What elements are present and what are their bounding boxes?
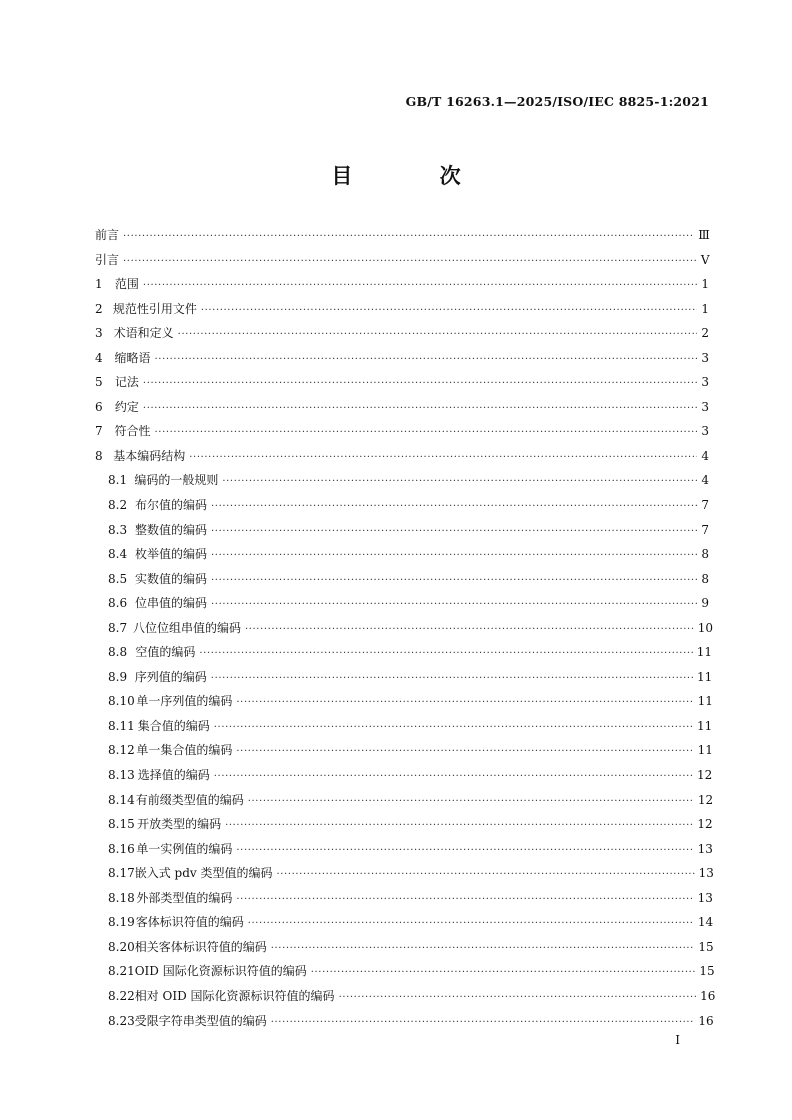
toc-entry-page: 13	[697, 841, 713, 856]
toc-entry-number: 8.20	[108, 939, 135, 954]
toc-entry-number: 8.18	[108, 890, 135, 905]
toc-entry[interactable]	[95, 815, 713, 840]
toc-entry-number: 8.1	[108, 473, 128, 488]
toc-entry-title: 前言	[95, 228, 120, 242]
toc-entry-number: 8.16	[108, 841, 135, 856]
toc-entry[interactable]	[95, 373, 709, 398]
dot-leader	[123, 256, 697, 267]
toc-entry[interactable]	[95, 545, 709, 570]
toc-entry-title: 相对 OID 国际化资源标识符值的编码	[134, 988, 335, 1003]
toc-entry-title: 符合性	[114, 424, 151, 439]
toc-entry-number: 4	[95, 350, 103, 365]
toc-entry-page: 11	[696, 669, 713, 684]
toc-entry-page: 13	[697, 890, 713, 905]
dot-leader	[211, 599, 697, 610]
dot-leader	[271, 1017, 695, 1028]
dot-leader	[199, 648, 692, 659]
toc-entry[interactable]	[95, 398, 709, 423]
toc-entry-title: 八位位组串值的编码	[132, 620, 241, 635]
toc-entry[interactable]	[95, 324, 709, 349]
toc-entry[interactable]	[95, 422, 709, 447]
dot-leader	[143, 378, 697, 389]
dot-leader	[236, 746, 693, 757]
toc-entry[interactable]	[95, 938, 714, 963]
toc-entry-page: 3	[701, 399, 709, 414]
toc-entry[interactable]	[95, 962, 715, 987]
toc-entry-page: 16	[698, 1013, 714, 1028]
dot-leader	[155, 354, 697, 365]
toc-entry[interactable]	[95, 570, 709, 595]
dot-leader	[245, 624, 694, 635]
dot-leader	[211, 575, 697, 586]
toc-entry-page: 7	[701, 522, 709, 537]
toc-entry[interactable]	[95, 594, 709, 619]
toc-entry-number: 8.14	[108, 792, 135, 807]
toc-entry-page: 8	[701, 571, 709, 586]
dot-leader	[339, 992, 697, 1003]
dot-leader	[143, 280, 697, 291]
toc-entry[interactable]	[95, 741, 713, 766]
dot-leader	[211, 526, 697, 537]
toc-entry-number: 8.2	[108, 498, 128, 513]
toc-entry-number: 8.4	[108, 547, 128, 562]
toc-entry[interactable]	[95, 840, 713, 865]
toc-entry-title: 序列值的编码	[134, 669, 207, 684]
dot-leader	[189, 452, 697, 463]
toc-entry-page: 12	[697, 817, 713, 832]
toc-entry[interactable]	[95, 300, 709, 325]
dot-leader	[211, 673, 693, 684]
toc-entry[interactable]	[95, 913, 714, 938]
toc-entry-number: 6	[95, 399, 103, 414]
dot-leader	[248, 796, 694, 807]
toc-entry-page: 11	[697, 743, 713, 758]
toc-entry-title: 布尔值的编码	[135, 498, 208, 513]
standard-code: GB/T 16263.1—2025/ISO/IEC 8825-1:2021	[405, 94, 709, 109]
page-number: Ⅰ	[675, 1033, 680, 1047]
dot-leader	[248, 918, 694, 929]
toc-entry-number: 8.6	[108, 596, 128, 611]
toc-entry-title: 缩略语	[114, 350, 151, 365]
toc-entry-page: 11	[697, 718, 713, 733]
toc-entry[interactable]	[95, 521, 709, 546]
toc-entry-page: 15	[699, 964, 715, 979]
toc-entry-title: OID 国际化资源标识符值的编码	[134, 964, 307, 979]
toc-entry[interactable]	[95, 717, 713, 742]
dot-leader	[214, 771, 693, 782]
dot-leader	[155, 427, 697, 438]
toc-entry-title: 枚举值的编码	[135, 547, 208, 562]
toc-entry-number: 5	[95, 375, 103, 390]
toc-entry-number: 8.22	[108, 988, 135, 1003]
toc-entry-title: 开放类型的编码	[137, 817, 222, 832]
dot-leader	[222, 476, 697, 487]
toc-entry-number: 8	[95, 448, 103, 463]
toc-entry[interactable]	[95, 496, 709, 521]
toc-entry[interactable]	[95, 251, 709, 276]
toc-entry-title: 单一实例值的编码	[136, 841, 233, 856]
toc-entry-title: 单一集合值的编码	[136, 743, 233, 758]
toc-entry-title: 外部类型值的编码	[136, 890, 233, 905]
toc-entry-title: 基本编码结构	[113, 448, 186, 463]
toc-entry-number: 8.8	[108, 645, 128, 660]
toc-entry-number: 2	[95, 301, 103, 316]
dot-leader	[225, 820, 693, 831]
dot-leader	[123, 231, 694, 242]
toc-entry-page: 12	[697, 792, 714, 807]
toc-entry-page: 1	[701, 277, 709, 292]
toc-entry-page: Ⅲ	[698, 228, 710, 242]
toc-entry[interactable]	[95, 766, 713, 791]
toc-entry-title: 客体标识符值的编码	[135, 915, 244, 930]
toc-entry-title: 有前缀类型值的编码	[135, 792, 244, 807]
toc-entry-title: 选择值的编码	[137, 768, 210, 783]
toc-entry-title: 编码的一般规则	[134, 473, 219, 488]
toc-entry-page: 14	[697, 915, 714, 930]
toc-entry[interactable]	[95, 643, 712, 668]
dot-leader	[143, 403, 697, 414]
toc-entry[interactable]	[95, 692, 713, 717]
toc-entry-title: 位串值的编码	[135, 596, 208, 611]
toc-entry-page: 16	[700, 988, 716, 1003]
toc-entry-page: 11	[696, 645, 712, 660]
dot-leader	[201, 305, 697, 316]
toc-entry[interactable]	[95, 275, 709, 300]
toc-entry-number: 3	[95, 326, 103, 341]
toc-entry-title: 约定	[114, 399, 139, 414]
toc-entry-title: 范围	[114, 277, 139, 292]
toc-entry-number: 8.15	[108, 817, 135, 832]
toc-entry[interactable]	[95, 889, 713, 914]
toc-entry-title: 记法	[114, 375, 139, 390]
toc-entry-number: 8.12	[108, 743, 135, 758]
toc-entry-page: 3	[701, 424, 709, 439]
toc-entry-title: 规范性引用文件	[112, 301, 197, 316]
toc-entry[interactable]	[95, 864, 714, 889]
toc-entry-number: 8.23	[108, 1013, 135, 1028]
toc-entry-page: 10	[697, 620, 714, 635]
toc-entry-page: 8	[701, 547, 709, 562]
toc-entry-number: 8.11	[108, 718, 135, 733]
toc-entry-title: 单一序列值的编码	[136, 694, 233, 709]
toc-entry[interactable]	[95, 791, 714, 816]
toc-entry-page: 13	[698, 866, 714, 881]
dot-leader	[236, 697, 693, 708]
toc-entry-number: 8.21	[108, 964, 135, 979]
toc-entry-title: 术语和定义	[113, 326, 174, 341]
toc-entry-page: 2	[701, 326, 709, 341]
toc-entry-number: 8.5	[108, 571, 128, 586]
toc-entry-page: 4	[701, 448, 709, 463]
table-of-contents	[95, 226, 716, 1036]
toc-entry[interactable]	[95, 987, 716, 1012]
toc-entry[interactable]	[95, 226, 709, 251]
dot-leader	[277, 869, 695, 880]
toc-entry-page: 3	[701, 350, 709, 365]
toc-entry-page: 1	[701, 301, 709, 316]
toc-entry-page: 12	[697, 768, 713, 783]
dot-leader	[214, 722, 693, 733]
toc-entry-page: 3	[701, 375, 709, 390]
toc-entry-title: 嵌入式 pdv 类型值的编码	[134, 866, 273, 881]
toc-entry-number: 8.19	[108, 915, 135, 930]
toc-entry[interactable]	[95, 447, 709, 472]
toc-entry-title: 相关客体标识符值的编码	[134, 939, 267, 954]
dot-leader	[236, 894, 693, 905]
toc-entry[interactable]	[95, 619, 714, 644]
toc-entry-number: 1	[95, 277, 103, 292]
toc-entry-page: 15	[698, 939, 714, 954]
toc-entry-title: 实数值的编码	[135, 571, 208, 586]
toc-entry-title: 整数值的编码	[135, 522, 208, 537]
dot-leader	[311, 967, 696, 978]
toc-entry-title: 引言	[95, 252, 120, 267]
toc-entry-number: 8.13	[108, 768, 135, 783]
toc-entry[interactable]	[95, 349, 709, 374]
dot-leader	[211, 501, 697, 512]
toc-entry-number: 8.7	[108, 620, 128, 635]
toc-entry-title: 空值的编码	[135, 645, 196, 660]
toc-entry[interactable]	[95, 668, 713, 693]
toc-entry-number: 7	[95, 424, 103, 439]
toc-entry-number: 8.3	[108, 522, 128, 537]
toc-entry-page: 4	[701, 473, 709, 488]
toc-entry[interactable]	[95, 1012, 714, 1037]
toc-entry-page: 7	[701, 498, 709, 513]
dot-leader	[236, 845, 693, 856]
dot-leader	[178, 329, 697, 340]
dot-leader	[211, 550, 697, 561]
toc-entry-title: 受限字符串类型值的编码	[134, 1013, 267, 1028]
toc-entry-page: 9	[701, 596, 709, 611]
toc-entry[interactable]	[95, 471, 709, 496]
toc-entry-title: 集合值的编码	[137, 718, 210, 733]
page-title: 目 次	[331, 163, 501, 188]
toc-entry-number: 8.17	[108, 866, 135, 881]
dot-leader	[271, 943, 695, 954]
toc-entry-number: 8.10	[108, 694, 135, 709]
toc-entry-page: Ⅴ	[700, 252, 710, 267]
toc-entry-number: 8.9	[108, 669, 128, 684]
toc-entry-page: 11	[697, 694, 713, 709]
